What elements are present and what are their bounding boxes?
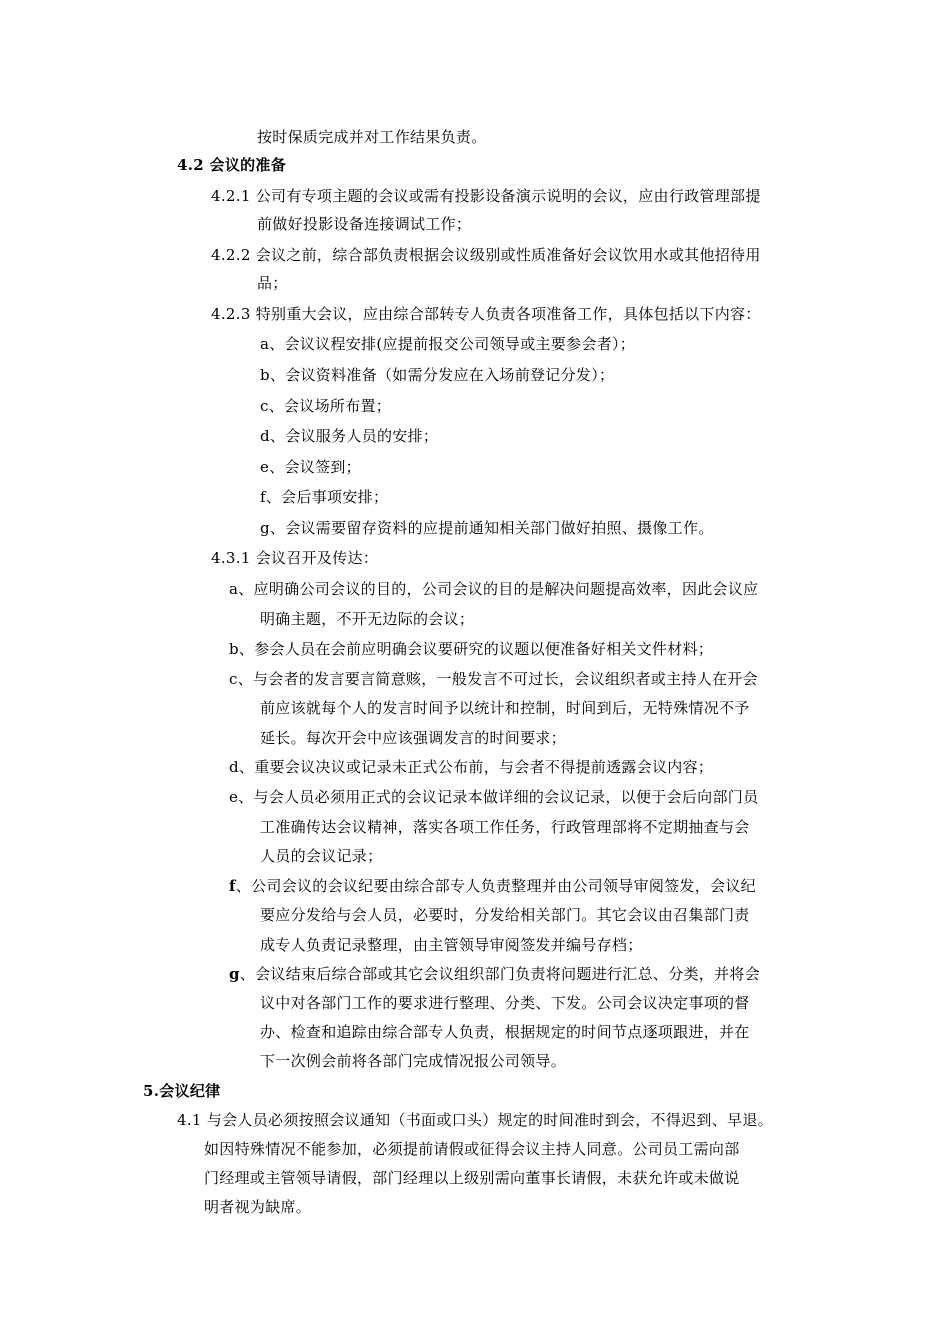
item-g-line3: 办、检查和追踪由综合部专人负责，根据规定的时间节点逐项跟进，并在: [260, 1023, 750, 1041]
item-c-line2: 前应该就每个人的发言时间予以统计和控制，时间到后，无特殊情况不予: [260, 699, 750, 717]
item-g-line1: [229, 964, 760, 984]
item-e-line2: 工准确传达会议精神，落实各项工作任务，行政管理部将不定期抽查与会: [260, 818, 750, 836]
item-a-line1: a、应明确公司会议的目的，公司会议的目的是解决问题提高效率，因此会议应: [229, 580, 759, 598]
item-5-4-1-line4: 明者视为缺席。: [204, 1198, 312, 1216]
item-f-line1-text: 、公司会议的会议纪要由综合部专人负责整理并由公司领导审阅签发，会议纪: [235, 877, 756, 895]
section-4-2-title: 4.2 会议的准备: [177, 156, 287, 174]
item-4-2-2-line1: 4.2.2 会议之前，综合部负责根据会议级别或性质准备好会议饮用水或其他招待用: [211, 246, 761, 264]
section-4-1-tail: 按时保质完成并对工作结果负责。: [257, 128, 487, 146]
item-e-line3: 人员的会议记录；: [260, 847, 383, 865]
item-4-2-3-sub-c: c、会议场所布置；: [260, 397, 392, 415]
item-c-line3: 延长。每次开会中应该强调发言的时间要求；: [260, 729, 567, 747]
item-4-2-2-line2: 品；: [257, 274, 288, 292]
item-5-4-1-line2: 如因特殊情况不能参加，必须提前请假或征得会议主持人同意。公司员工需向部: [204, 1140, 740, 1158]
item-g-letter: g: [229, 965, 240, 983]
item-d-line1: d、重要会议决议或记录未正式公布前，与会者不得提前透露会议内容；: [229, 758, 714, 776]
item-4-2-3-sub-e: e、会议签到；: [260, 458, 361, 476]
item-b-line1: b、参会人员在会前应明确会议要研究的议题以便准备好相关文件材料；: [229, 640, 714, 658]
item-g-line1-text: 、会议结束后综合部或其它会议组织部门负责将问题进行汇总、分类，并将会: [239, 965, 761, 983]
item-4-2-3-sub-f: f、会后事项安排；: [260, 488, 389, 506]
item-a-line2: 明确主题，不开无边际的会议；: [260, 610, 475, 628]
item-g-line2: 议中对各部门工作的要求进行整理、分类、下发。公司会议决定事项的督: [260, 994, 750, 1012]
item-4-2-1-line2: 前做好投影设备连接调试工作；: [257, 215, 472, 233]
item-5-4-1-line3: 门经理或主管领导请假，部门经理以上级别需向董事长请假，未获允许或未做说: [204, 1169, 740, 1187]
item-4-2-1-line1: 4.2.1 公司有专项主题的会议或需有投影设备演示说明的会议，应由行政管理部提: [211, 187, 761, 205]
item-c-line1: c、与会者的发言要言简意赅，一般发言不可过长，会议组织者或主持人在开会: [229, 670, 758, 688]
section-4-3-1-title: 4.3.1 会议召开及传达：: [211, 549, 379, 567]
item-4-2-3-line1: 4.2.3 特别重大会议，应由综合部转专人负责各项准备工作，具体包括以下内容：: [211, 305, 761, 323]
item-5-4-1-line1: 4.1 与会人员必须按照会议通知（书面或口头）规定的时间准时到会，不得迟到、早退。: [177, 1111, 773, 1129]
item-f-line2: 要应分发给与会人员，必要时，分发给相关部门。其它会议由召集部门责: [260, 906, 750, 924]
item-g-line4: 下一次例会前将各部门完成情况报公司领导。: [260, 1052, 567, 1070]
item-f-letter: f: [229, 877, 236, 895]
item-4-2-3-sub-g: g、会议需要留存资料的应提前通知相关部门做好拍照、摄像工作。: [260, 519, 714, 537]
item-4-2-3-sub-a: a、会议议程安排(应提前报交公司领导或主要参会者）；: [260, 335, 636, 353]
item-f-line1: [229, 876, 756, 896]
item-4-2-3-sub-d: d、会议服务人员的安排；: [260, 427, 439, 445]
item-e-line1: e、与会人员必须用正式的会议记录本做详细的会议记录，以便于会后向部门员: [229, 788, 759, 806]
item-f-line3: 成专人负责记录整理，由主管领导审阅签发并编号存档；: [260, 936, 643, 954]
section-5-title: 5.会议纪律: [143, 1082, 221, 1100]
item-4-2-3-sub-b: b、会议资料准备（如需分发应在入场前登记分发）；: [260, 366, 615, 384]
